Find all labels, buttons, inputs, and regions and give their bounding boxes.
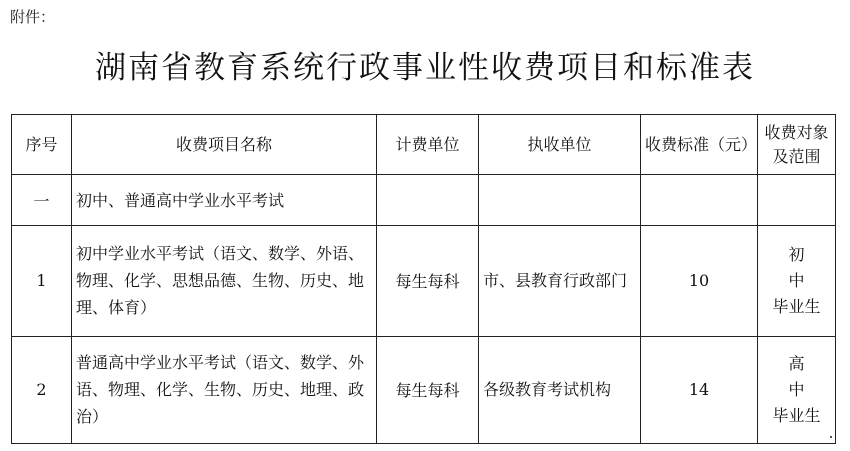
row-standard: 14	[641, 336, 758, 443]
header-item-name: 收费项目名称	[72, 115, 377, 175]
row-item-name: 初中学业水平考试（语文、数学、外语、物理、化学、思想品德、生物、历史、地理、体育）	[72, 226, 377, 336]
row-collector: 各级教育考试机构	[479, 336, 641, 443]
empty-cell	[758, 175, 836, 226]
header-seq: 序号	[12, 115, 72, 175]
table-header-row	[12, 115, 836, 175]
scope-line-2: 毕业生	[772, 296, 821, 316]
table-row	[12, 226, 836, 336]
scan-dot	[830, 436, 832, 438]
row-scope	[758, 226, 836, 336]
table-row	[12, 336, 836, 443]
row-unit: 每生每科	[377, 226, 479, 336]
row-item-name: 普通高中学业水平考试（语文、数学、外语、物理、化学、生物、历史、地理、政治）	[72, 336, 377, 443]
empty-cell	[641, 175, 758, 226]
page-title: 湖南省教育系统行政事业性收费项目和标准表	[95, 50, 755, 86]
scope-line-1: 初中	[788, 244, 819, 290]
header-standard: 收费标准（元）	[641, 115, 758, 175]
row-unit: 每生每科	[377, 336, 479, 443]
category-seq: 一	[12, 175, 72, 226]
fee-table	[11, 114, 836, 444]
header-scope: 收费对象及范围	[758, 115, 836, 175]
attachment-label: 附件：	[10, 8, 56, 26]
category-row	[12, 175, 836, 226]
row-collector: 市、县教育行政部门	[479, 226, 641, 336]
row-scope	[758, 336, 836, 443]
header-unit: 计费单位	[377, 115, 479, 175]
header-collector: 执收单位	[479, 115, 641, 175]
row-seq: 2	[12, 336, 72, 443]
empty-cell	[377, 175, 479, 226]
scope-line-1: 高中	[788, 353, 819, 399]
row-seq: 1	[12, 226, 72, 336]
scope-line-2: 毕业生	[772, 405, 821, 425]
empty-cell	[479, 175, 641, 226]
row-standard: 10	[641, 226, 758, 336]
category-name: 初中、普通高中学业水平考试	[72, 175, 377, 226]
